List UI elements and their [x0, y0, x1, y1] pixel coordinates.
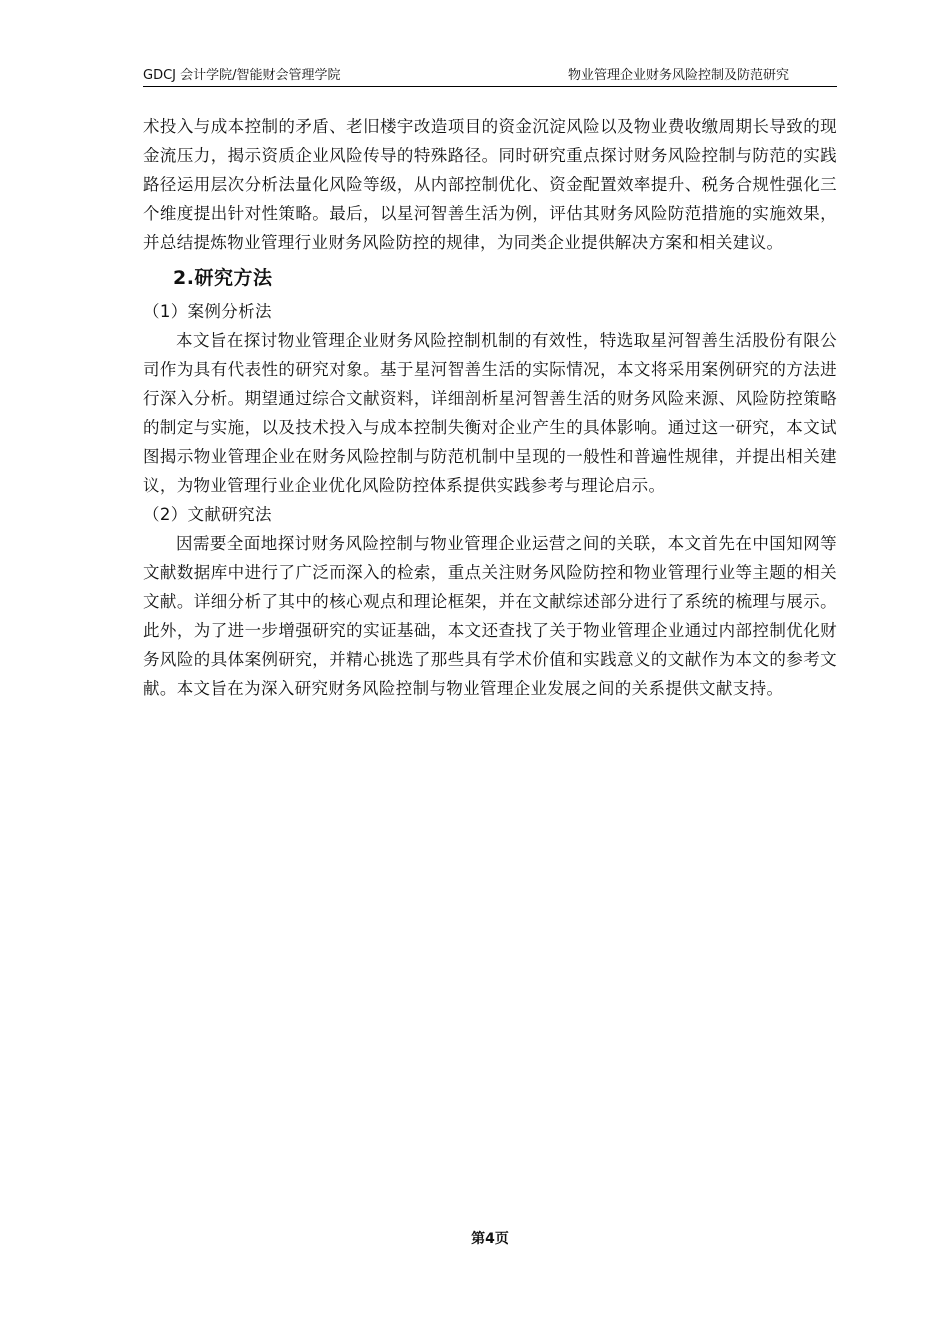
header-thesis-title: 物业管理企业财务风险控制及防范研究 — [567, 68, 789, 83]
section-heading-research-methods: 2.研究方法 — [173, 267, 273, 289]
subheading-literature-research: （2）文献研究法 — [143, 505, 272, 524]
document-body — [143, 112, 837, 703]
page-number: 第4页 — [471, 1231, 509, 1247]
intro-paragraph: 术投入与成本控制的矛盾、老旧楼宇改造项目的资金沉淀风险以及物业费收缴周期长导致的现金流压力，揭示资质企业风险传导的特殊路径。同时研究重点探讨财务风险控制与防范的实践路径运用层次分析法量化风险等级，从内部控制优化、资金配置效率提升、税务合规性强化三个维度提出针对性策略。最后，以星河智善生活为例，评估其财务风险防范措施的实施效果，并总结提炼物业管理行业财务风险防控的规律，为同类企业提供解决方案和相关建议。 — [143, 117, 837, 252]
subheading-case-analysis: （1）案例分析法 — [143, 302, 272, 321]
page-header — [143, 66, 837, 87]
paragraph-case-analysis: 本文旨在探讨物业管理企业财务风险控制机制的有效性，特选取星河智善生活股份有限公司作为具有代表性的研究对象。基于星河智善生活的实际情况，本文将采用案例研究的方法进行深入分析。期望通过综合文献资料，详细剖析星河智善生活的财务风险来源、风险防控策略的制定与实施，以及技术投入与成本控制失衡对企业产生的具体影响。通过这一研究，本文试图揭示物业管理企业在财务风险控制与防范机制中呈现的一般性和普遍性规律，并提出相关建议，为物业管理行业企业优化风险防控体系提供实践参考与理论启示。 — [143, 331, 837, 495]
paragraph-literature-research: 因需要全面地探讨财务风险控制与物业管理企业运营之间的关联，本文首先在中国知网等文献数据库中进行了广泛而深入的检索，重点关注财务风险防控和物业管理行业等主题的相关文献。详细分析了其中的核心观点和理论框架，并在文献综述部分进行了系统的梳理与展示。此外，为了进一步增强研究的实证基础，本文还查找了关于物业管理企业通过内部控制优化财务风险的具体案例研究，并精心挑选了那些具有学术价值和实践意义的文献作为本文的参考文献。本文旨在为深入研究财务风险控制与物业管理企业发展之间的关系提供文献支持。 — [143, 534, 837, 698]
header-institution: GDCJ 会计学院/智能财会管理学院 — [143, 68, 341, 83]
